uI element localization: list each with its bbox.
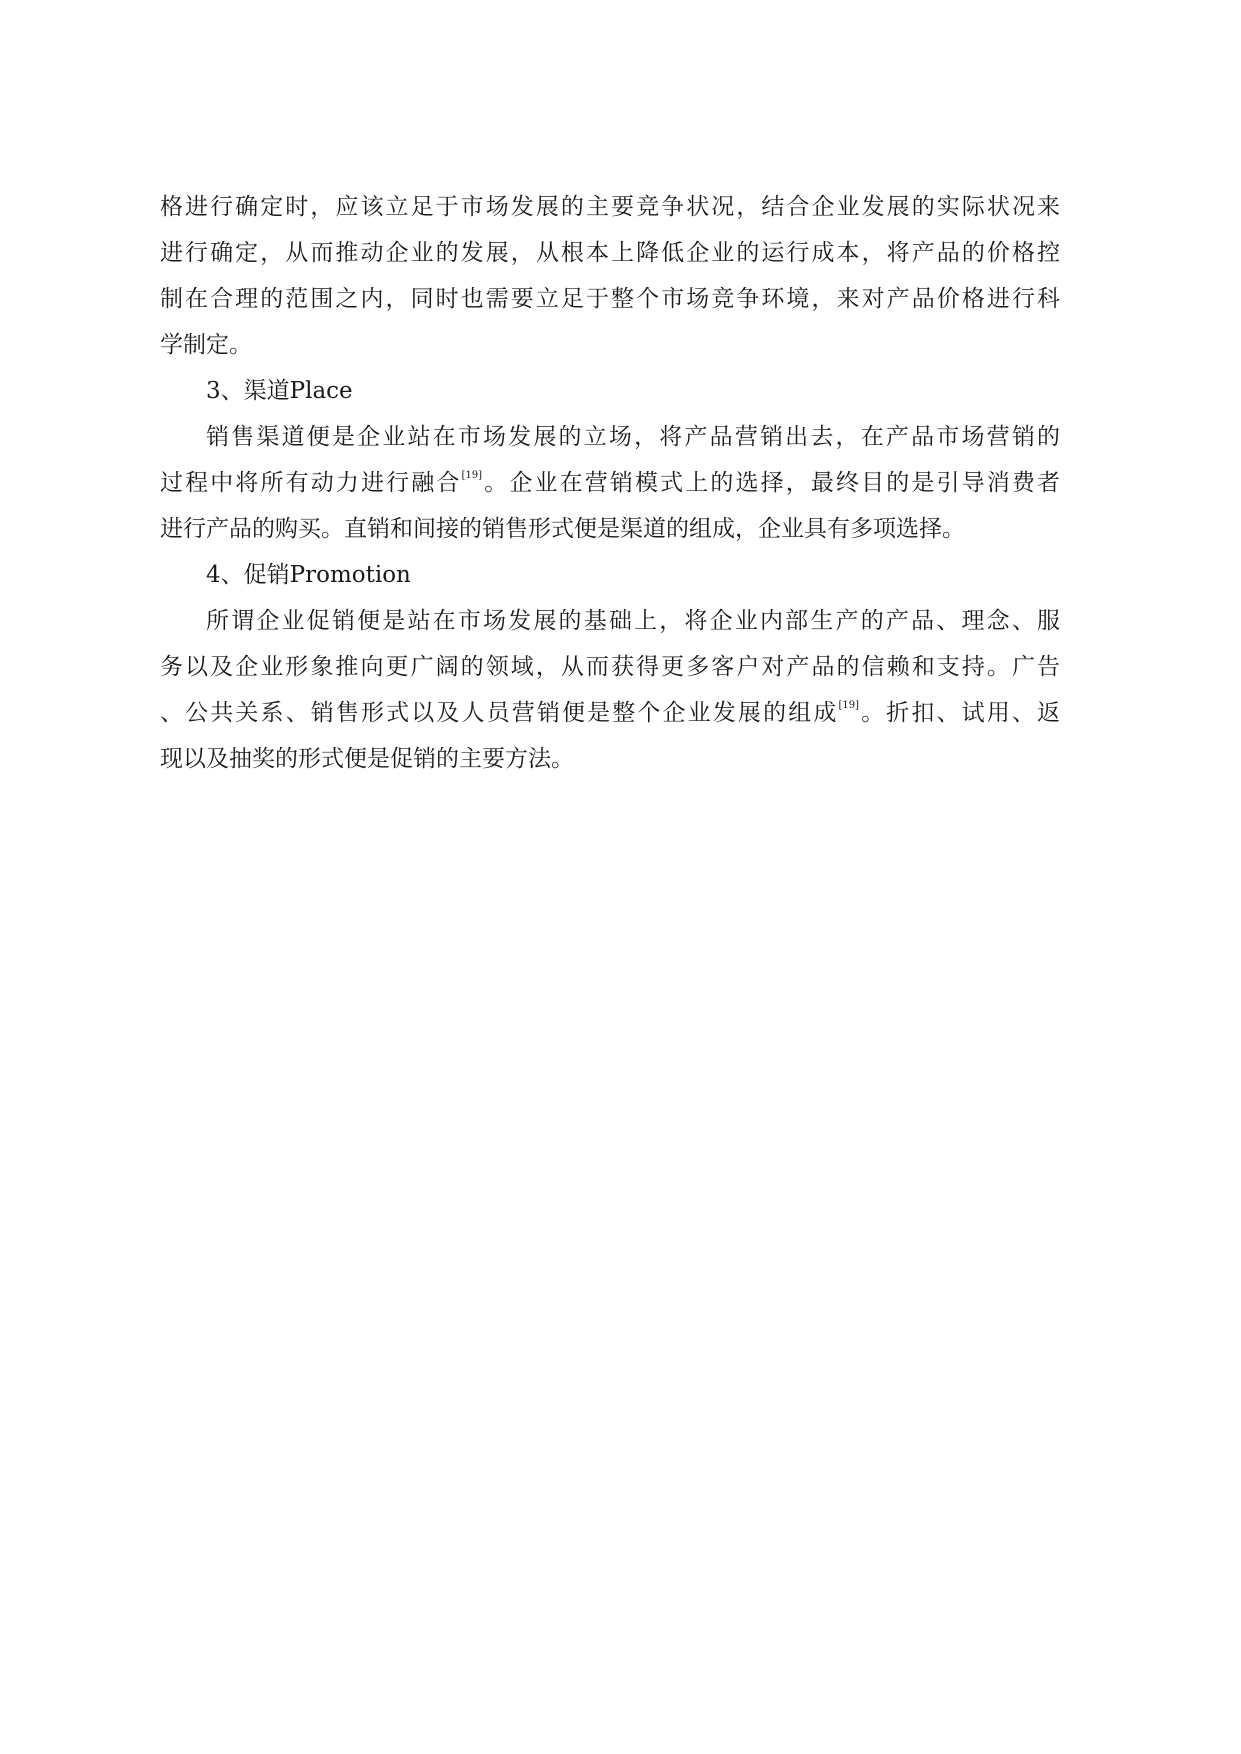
paragraph-line: 制在合理的范围之内，同时也需要立足于整个市场竞争环境，来对产品价格进行科 — [160, 286, 1060, 312]
section-heading-promotion: 4、促销Promotion — [206, 562, 411, 588]
paragraph-promotion — [160, 598, 1060, 782]
paragraph-line: 格进行确定时，应该立足于市场发展的主要竞争状况，结合企业发展的实际状况来 — [160, 194, 1060, 220]
section-heading-place: 3、渠道Place — [206, 378, 353, 404]
text-segment: 。企业在营销模式上的选择，最终目的是引导消费者 — [482, 470, 1061, 496]
citation-reference: [19] — [838, 700, 859, 711]
paragraph-line: 学制定。 — [160, 332, 252, 358]
paragraph-line: 进行产品的购买。直销和间接的销售形式便是渠道的组成，企业具有多项选择。 — [160, 516, 965, 542]
paragraph-place — [160, 414, 1060, 552]
paragraph-line: 进行确定，从而推动企业的发展，从根本上降低企业的运行成本，将产品的价格控 — [160, 240, 1060, 266]
paragraph-line: 销售渠道便是企业站在市场发展的立场，将产品营销出去，在产品市场营销的 — [206, 424, 1060, 450]
text-segment: 。折扣、试用、返 — [858, 700, 1061, 726]
text-segment: 、公共关系、销售形式以及人员营销便是整个企业发展的组成 — [160, 700, 839, 726]
text-segment: 过程中将所有动力进行融合 — [160, 470, 462, 496]
paragraph-price-continued — [160, 184, 1060, 368]
paragraph-line: 所谓企业促销便是站在市场发展的基础上，将企业内部生产的产品、理念、服 — [206, 608, 1060, 634]
paragraph-line: 务以及企业形象推向更广阔的领域，从而获得更多客户对产品的信赖和支持。广告 — [160, 654, 1060, 680]
citation-reference: [19] — [461, 470, 483, 481]
paragraph-line-with-citation — [160, 690, 1060, 736]
paragraph-line: 现以及抽奖的形式便是促销的主要方法。 — [160, 746, 574, 772]
document-body — [160, 184, 1060, 782]
paragraph-line-with-citation — [160, 460, 1060, 506]
